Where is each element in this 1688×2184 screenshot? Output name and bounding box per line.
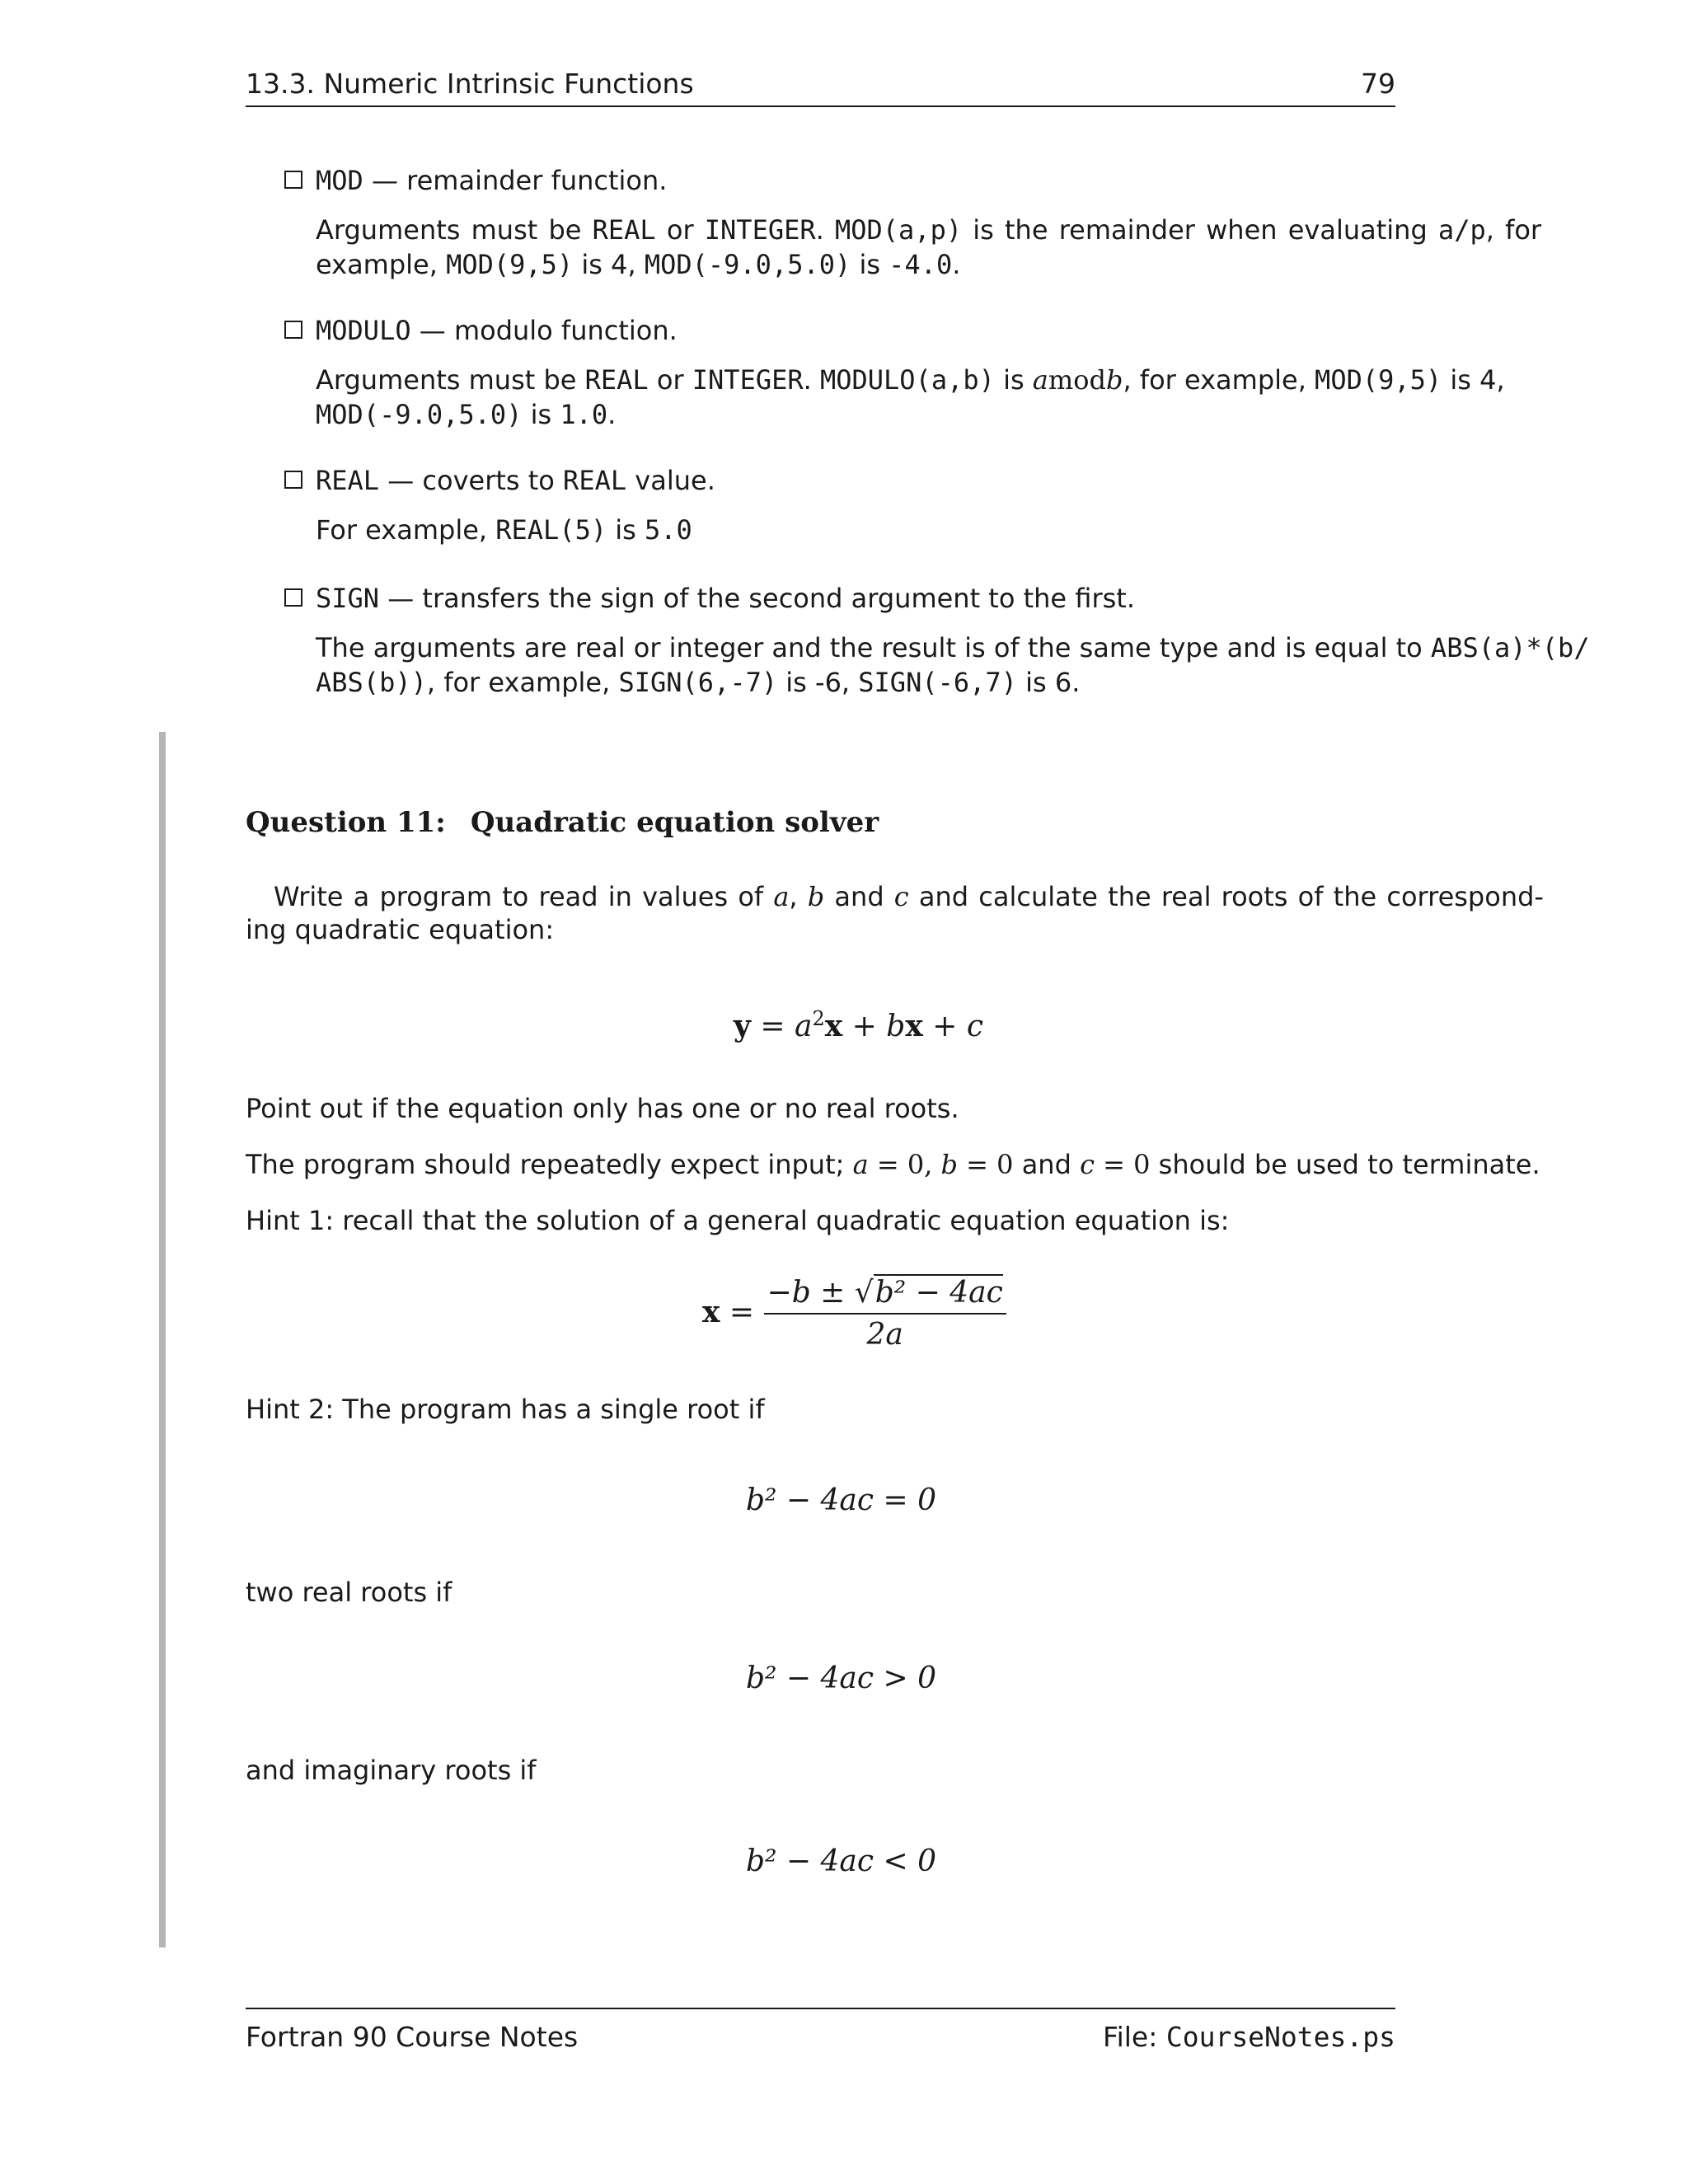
checkbox-bullet-icon xyxy=(284,471,302,489)
function-item-modulo xyxy=(284,313,1505,437)
quadratic-equation: $y = a^2x$ + bx + c xyxy=(734,1007,984,1043)
function-heading: REAL — coverts to REAL value. xyxy=(316,465,715,496)
question-number: Question 11: xyxy=(246,806,446,839)
checkbox-bullet-icon xyxy=(284,321,302,339)
function-heading: SIGN — transfers the sign of the second argument to the first. xyxy=(316,583,1135,614)
hint-1: Hint 1: recall that the solution of a general quadratic equation equation is: xyxy=(246,1205,1230,1236)
question-intro: Write a program to read in values of a, b and c and calculate the real roots of the correspond- ing quadratic equation: xyxy=(246,881,1544,945)
function-description: For example, REAL(5) is 5.0 xyxy=(316,514,692,546)
terminate-text: The program should repeatedly expect input; a = 0, b = 0 and c = 0 should be used to terminate. xyxy=(246,1149,1540,1180)
checkbox-bullet-icon xyxy=(284,171,302,189)
function-description: The arguments are real or integer and the result is of the same type and is equal to ABS(a)*(b/ ABS(b)), for example, SIGN(6,-7) is -6, SIGN(-6,7) is 6. xyxy=(316,632,1590,698)
function-item-mod xyxy=(284,163,1542,287)
two-roots-text: two real roots if xyxy=(246,1577,452,1608)
function-heading: MODULO — modulo function. xyxy=(316,315,678,346)
imaginary-roots-text: and imaginary roots if xyxy=(246,1755,537,1786)
section-title: 13.3. Numeric Intrinsic Functions xyxy=(246,68,694,100)
condition-two-roots: b² − 4ac > 0 xyxy=(746,1661,937,1695)
footer-file: File: CourseNotes.ps xyxy=(1103,2021,1395,2053)
page-footer xyxy=(246,2008,1395,2053)
condition-single-root: b² − 4ac = 0 xyxy=(746,1483,937,1517)
page-number: 79 xyxy=(1361,68,1395,100)
function-item-real xyxy=(284,463,1397,554)
checkbox-bullet-icon xyxy=(284,588,302,607)
function-description: Arguments must be REAL or INTEGER. MODULO(a,b) is amodb, for example, MOD(9,5) is 4, MOD(-9.0,5.0) is 1.0. xyxy=(316,364,1505,430)
point-out-text: Point out if the equation only has one or no real roots. xyxy=(246,1093,959,1124)
condition-imaginary-roots: b² − 4ac < 0 xyxy=(746,1844,937,1878)
function-description: Arguments must be REAL or INTEGER. MOD(a,p) is the remainder when evaluating a/p, for example, MOD(9,5) is 4, MOD(-9.0,5.0) is -4.0. xyxy=(316,214,1542,280)
running-header xyxy=(246,68,1395,107)
question-title: Quadratic equation solver xyxy=(470,806,879,839)
hint-2: Hint 2: The program has a single root if xyxy=(246,1394,765,1425)
question-heading xyxy=(246,806,879,839)
function-item-sign xyxy=(284,581,1590,705)
quadratic-formula: x = $\frac{\text{−b ± √b² − 4ac}}{2a}$ xyxy=(702,1276,1006,1352)
function-heading: MOD — remainder function. xyxy=(316,165,668,196)
change-bar xyxy=(159,732,166,1947)
footer-title: Fortran 90 Course Notes xyxy=(246,2021,579,2053)
